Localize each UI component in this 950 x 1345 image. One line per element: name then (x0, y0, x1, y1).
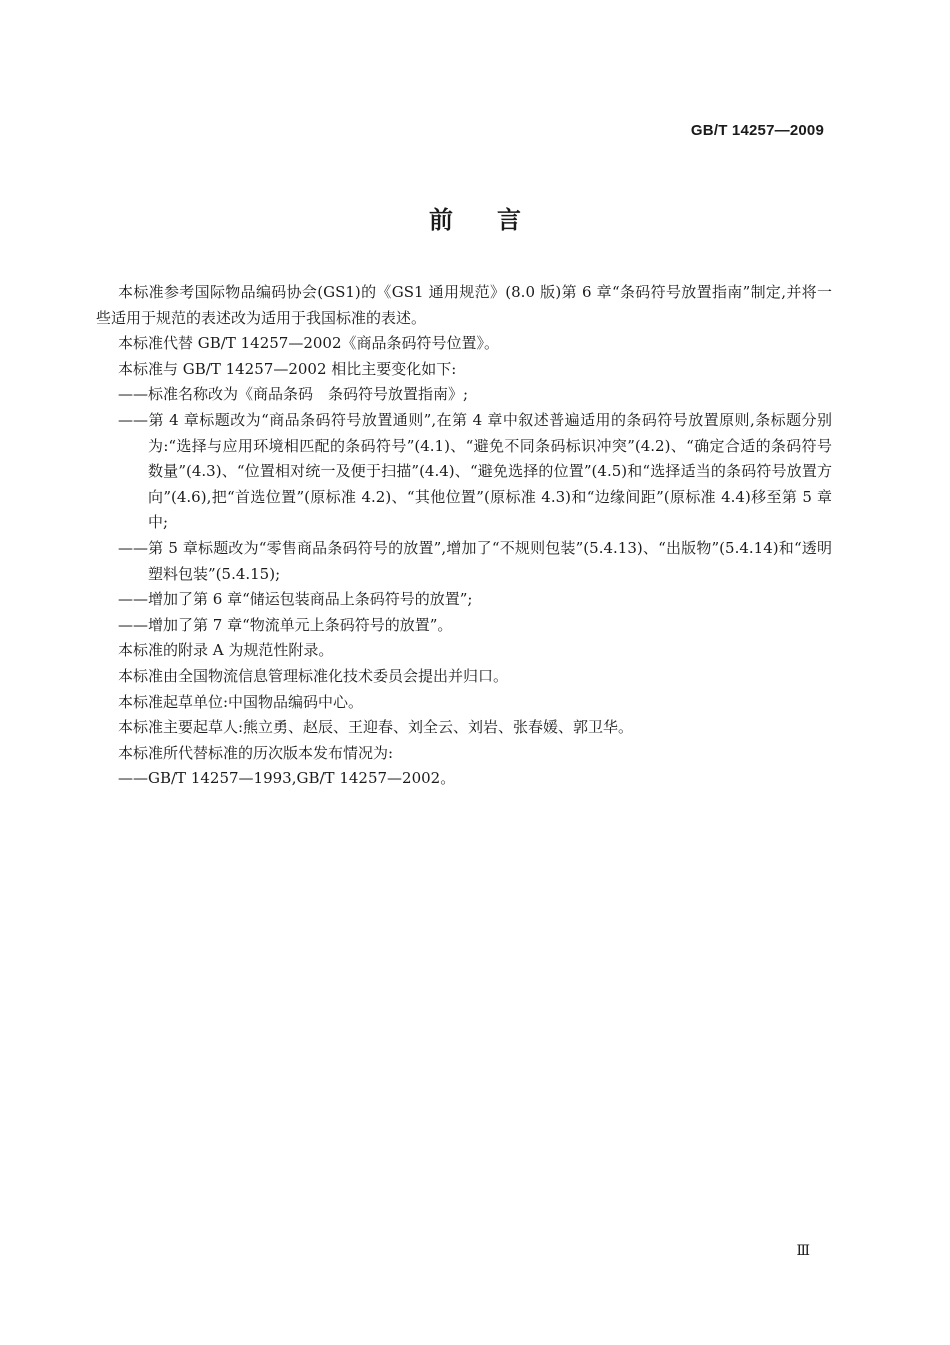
paragraph-drafters: 本标准主要起草人:熊立勇、赵辰、王迎春、刘全云、刘岩、张春媛、郭卫华。 (118, 718, 634, 737)
page-number: Ⅲ (796, 1243, 810, 1259)
change-item-chapter-4: ——第 4 章标题改为“商品条码符号放置通则”,在第 4 章中叙述普遍适用的条码符号放置原则,条标题分别为:“选择与应用环境相匹配的条码符号”(4.1)、“避免不同条码标识冲突”(4.2)、“确定合适的条码符号数量”(4.3)、“位置相对统一及便于扫描”(4.4)、“避免选择的位置”(4.5)和“选择适当的条码符号放置方向”(4.6),把“首选位置”(原标准 4.2)、“其他位置”(原标准 4.3)和“边缘间距”(原标准 4.4)移至第 5 章中; (118, 410, 832, 532)
paragraph-replaces: 本标准代替 GB/T 14257—2002《商品条码符号位置》。 (118, 334, 499, 353)
paragraph-reference: 本标准参考国际物品编码协会(GS1)的《GS1 通用规范》(8.0 版)第 6 章“条码符号放置指南”制定,并将一些适用于规范的表述改为适用于我国标准的表述。 (96, 283, 832, 327)
paragraph-annex: 本标准的附录 A 为规范性附录。 (118, 641, 334, 660)
foreword-body (96, 280, 832, 792)
change-item-chapter-7: ——增加了第 7 章“物流单元上条码符号的放置”。 (118, 615, 453, 634)
history-item: ——GB/T 14257—1993,GB/T 14257—2002。 (118, 769, 456, 788)
change-item-chapter-5: ——第 5 章标题改为“零售商品条码符号的放置”,增加了“不规则包装”(5.4.13)、“出版物”(5.4.14)和“透明塑料包装”(5.4.15); (118, 538, 832, 583)
paragraph-committee: 本标准由全国物流信息管理标准化技术委员会提出并归口。 (118, 666, 509, 685)
change-item-chapter-6: ——增加了第 6 章“储运包装商品上条码符号的放置”; (118, 590, 473, 609)
paragraph-changes-intro: 本标准与 GB/T 14257—2002 相比主要变化如下: (118, 359, 457, 378)
standard-code: GB/T 14257—2009 (690, 122, 824, 139)
paragraph-drafting-unit: 本标准起草单位:中国物品编码中心。 (118, 692, 364, 711)
paragraph-history-intro: 本标准所代替标准的历次版本发布情况为: (118, 743, 394, 762)
change-item-title: ——标准名称改为《商品条码 条码符号放置指南》; (118, 385, 469, 404)
page-title: 前言 (429, 206, 565, 234)
